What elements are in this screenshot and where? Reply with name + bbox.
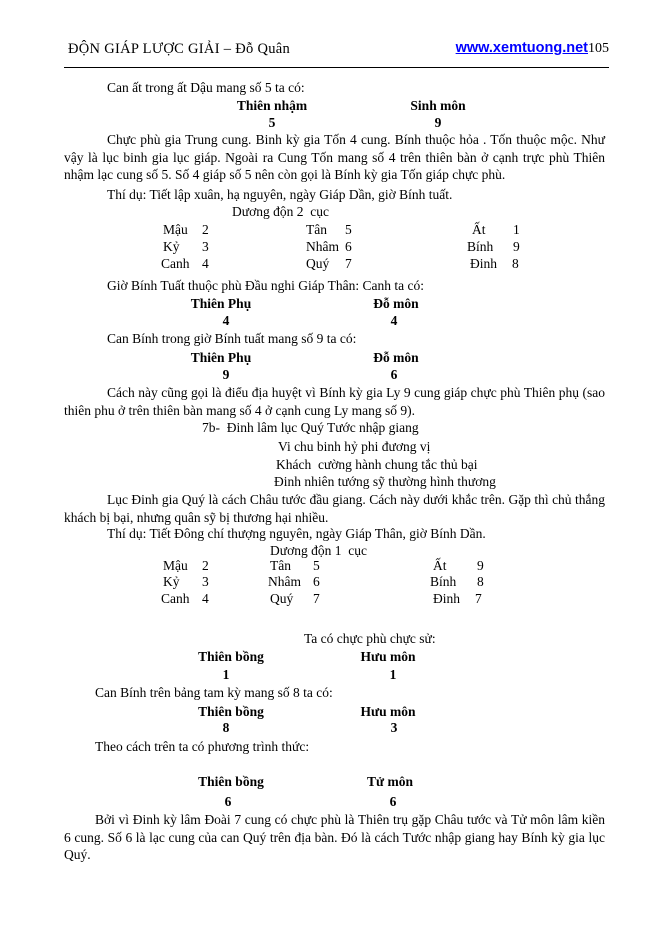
can-label: Canh bbox=[161, 591, 190, 606]
paragraph: Lục Đinh gia Quý là cách Châu tước đầu giang. Cách này dưới khắc trên. Gặp thì chủ thắng khách bị bại, nhưng quân sỹ bị thương hại nhiều. bbox=[64, 492, 605, 525]
star-label: Thiên bồng bbox=[198, 774, 264, 789]
can-number: 7 bbox=[345, 256, 352, 271]
gate-label: Hưu môn bbox=[360, 649, 416, 664]
body-line: Giờ Bính Tuất thuộc phù Đầu nghi Giáp Thân: Canh ta có: bbox=[107, 278, 424, 293]
can-label: Mậu bbox=[163, 558, 188, 573]
verse-line: Vi chu binh hỷ phi đương vị bbox=[278, 439, 431, 454]
gate-number: 6 bbox=[390, 367, 398, 382]
star-number: 6 bbox=[224, 794, 232, 809]
table-row bbox=[64, 238, 605, 256]
star-label: Thiên bồng bbox=[198, 704, 264, 719]
gate-label: Đỗ môn bbox=[373, 296, 419, 311]
star-gate-pair bbox=[64, 349, 605, 367]
table-row bbox=[64, 590, 605, 608]
header-right bbox=[456, 40, 609, 57]
can-number: 2 bbox=[202, 558, 209, 573]
star-gate-numbers bbox=[64, 366, 605, 384]
star-label: Thiên Phụ bbox=[190, 350, 252, 365]
star-number: 9 bbox=[222, 367, 230, 382]
gate-number: 9 bbox=[434, 115, 442, 130]
star-label: Thiên bồng bbox=[198, 649, 264, 664]
can-label: Đinh bbox=[470, 256, 497, 271]
star-gate-pair bbox=[64, 773, 605, 791]
can-number: 6 bbox=[345, 239, 352, 254]
can-label: Quý bbox=[306, 256, 330, 271]
can-label: Tân bbox=[270, 558, 291, 573]
star-gate-pair bbox=[64, 97, 605, 115]
gate-label: Hưu môn bbox=[360, 704, 416, 719]
table-row bbox=[64, 255, 605, 273]
can-label: Mậu bbox=[163, 222, 188, 237]
example-line: Thí dụ: Tiết lập xuân, hạ nguyên, ngày Giáp Dần, giờ Bính tuất. bbox=[107, 187, 453, 202]
star-number: 1 bbox=[222, 667, 230, 682]
can-number: 2 bbox=[202, 222, 209, 237]
star-gate-numbers bbox=[64, 666, 605, 684]
star-gate-pair bbox=[64, 295, 605, 313]
gate-label: Đỗ môn bbox=[373, 350, 419, 365]
can-label: Ất bbox=[472, 222, 486, 237]
can-number: 5 bbox=[313, 558, 320, 573]
can-number: 9 bbox=[477, 558, 484, 573]
can-number: 7 bbox=[475, 591, 482, 606]
can-number: 7 bbox=[313, 591, 320, 606]
star-gate-numbers bbox=[64, 114, 605, 132]
star-gate-numbers bbox=[64, 719, 605, 737]
can-number: 6 bbox=[313, 574, 320, 589]
verse-line: Khách cường hành chung tắc thủ bại bbox=[276, 457, 478, 472]
paragraph: Cách này cũng gọi là điểu địa huyệt vì Bính kỳ gia Ly 9 cung giáp chực phù Thiên phụ (sao thiên phu ở trên thiên bàn mang số 4 ở cạnh cung Ly mang số 9). bbox=[64, 385, 605, 418]
table-row bbox=[64, 221, 605, 239]
star-gate-pair bbox=[64, 648, 605, 666]
can-label: Kỷ bbox=[163, 574, 180, 589]
gate-label: Sinh môn bbox=[410, 98, 466, 113]
can-number: 3 bbox=[202, 239, 209, 254]
header-rule bbox=[64, 67, 609, 68]
can-label: Bính bbox=[467, 239, 494, 254]
can-number: 4 bbox=[202, 256, 209, 271]
cycle-line: Dương độn 1 cục bbox=[270, 543, 367, 558]
gate-number: 6 bbox=[389, 794, 397, 809]
paragraph: Chực phù gia Trung cung. Binh kỳ gia Tốn 4 cung. Bính thuộc hỏa . Tốn thuộc mộc. Như vậy là lục binh gia lục giáp. Ngoài ra Cung Tốn mang số 4 trên thiên bàn ở cạnh trực phù Thiên nhậm lạc cung số 5. Số 4 giáp số 5 nên còn gọi là Bính kỳ gia Tốn giáp chực phù. bbox=[64, 132, 605, 182]
can-label: Đinh bbox=[433, 591, 460, 606]
table-row bbox=[64, 573, 605, 591]
can-label: Ất bbox=[433, 558, 447, 573]
gate-number: 4 bbox=[390, 313, 398, 328]
gate-label: Tử môn bbox=[367, 774, 413, 789]
can-number: 8 bbox=[477, 574, 484, 589]
can-label: Quý bbox=[270, 591, 294, 606]
can-number: 4 bbox=[202, 591, 209, 606]
can-number: 3 bbox=[202, 574, 209, 589]
page-number: 105 bbox=[588, 41, 609, 56]
can-number: 1 bbox=[513, 222, 520, 237]
website-link[interactable]: www.xemtuong.net bbox=[455, 40, 588, 56]
star-number: 8 bbox=[222, 720, 230, 735]
can-number: 5 bbox=[345, 222, 352, 237]
body-line: Can Bính trên bảng tam kỳ mang số 8 ta có: bbox=[95, 685, 333, 700]
can-label: Nhâm bbox=[306, 239, 339, 254]
verse-line: Đinh nhiên tướng sỹ thường hình thương bbox=[274, 474, 496, 489]
body-line: Can Bính trong giờ Bính tuất mang số 9 ta có: bbox=[107, 331, 357, 346]
can-label: Nhâm bbox=[268, 574, 301, 589]
paragraph: Bởi vì Đinh kỳ lâm Đoài 7 cung có chực phù là Thiên trụ gặp Châu tước và Tử môn lâm kiền 6 cung. Số 6 là lạc cung của can Quý trên địa bàn. Đó là cách Tước nhập giang hay Bính kỳ gia lục Quý. bbox=[64, 812, 605, 862]
can-label: Bính bbox=[430, 574, 457, 589]
body-line: Theo cách trên ta có phương trình thức: bbox=[95, 739, 310, 754]
section-heading: 7b- Đinh lâm lục Quý Tước nhập giang bbox=[202, 420, 419, 435]
gate-number: 1 bbox=[389, 667, 397, 682]
can-label: Tân bbox=[306, 222, 327, 237]
star-gate-numbers bbox=[64, 312, 605, 330]
gate-number: 3 bbox=[390, 720, 398, 735]
intro-line: Can ất trong ất Dậu mang số 5 ta có: bbox=[107, 80, 305, 95]
can-label: Kỷ bbox=[163, 239, 180, 254]
can-number: 9 bbox=[513, 239, 520, 254]
star-number: 4 bbox=[222, 313, 230, 328]
body-line: Ta có chực phù chực sử: bbox=[304, 631, 436, 646]
cycle-line: Dương độn 2 cục bbox=[232, 204, 329, 219]
star-gate-numbers bbox=[64, 793, 605, 811]
page-title: ĐỘN GIÁP LƯỢC GIẢI – Đỗ Quân bbox=[68, 41, 291, 57]
star-label: Thiên nhậm bbox=[236, 98, 308, 113]
star-number: 5 bbox=[268, 115, 276, 130]
star-label: Thiên Phụ bbox=[190, 296, 252, 311]
can-number: 8 bbox=[512, 256, 519, 271]
example-line: Thí dụ: Tiết Đông chí thượng nguyên, ngày Giáp Thân, giờ Bính Dần. bbox=[107, 526, 486, 541]
can-label: Canh bbox=[161, 256, 190, 271]
